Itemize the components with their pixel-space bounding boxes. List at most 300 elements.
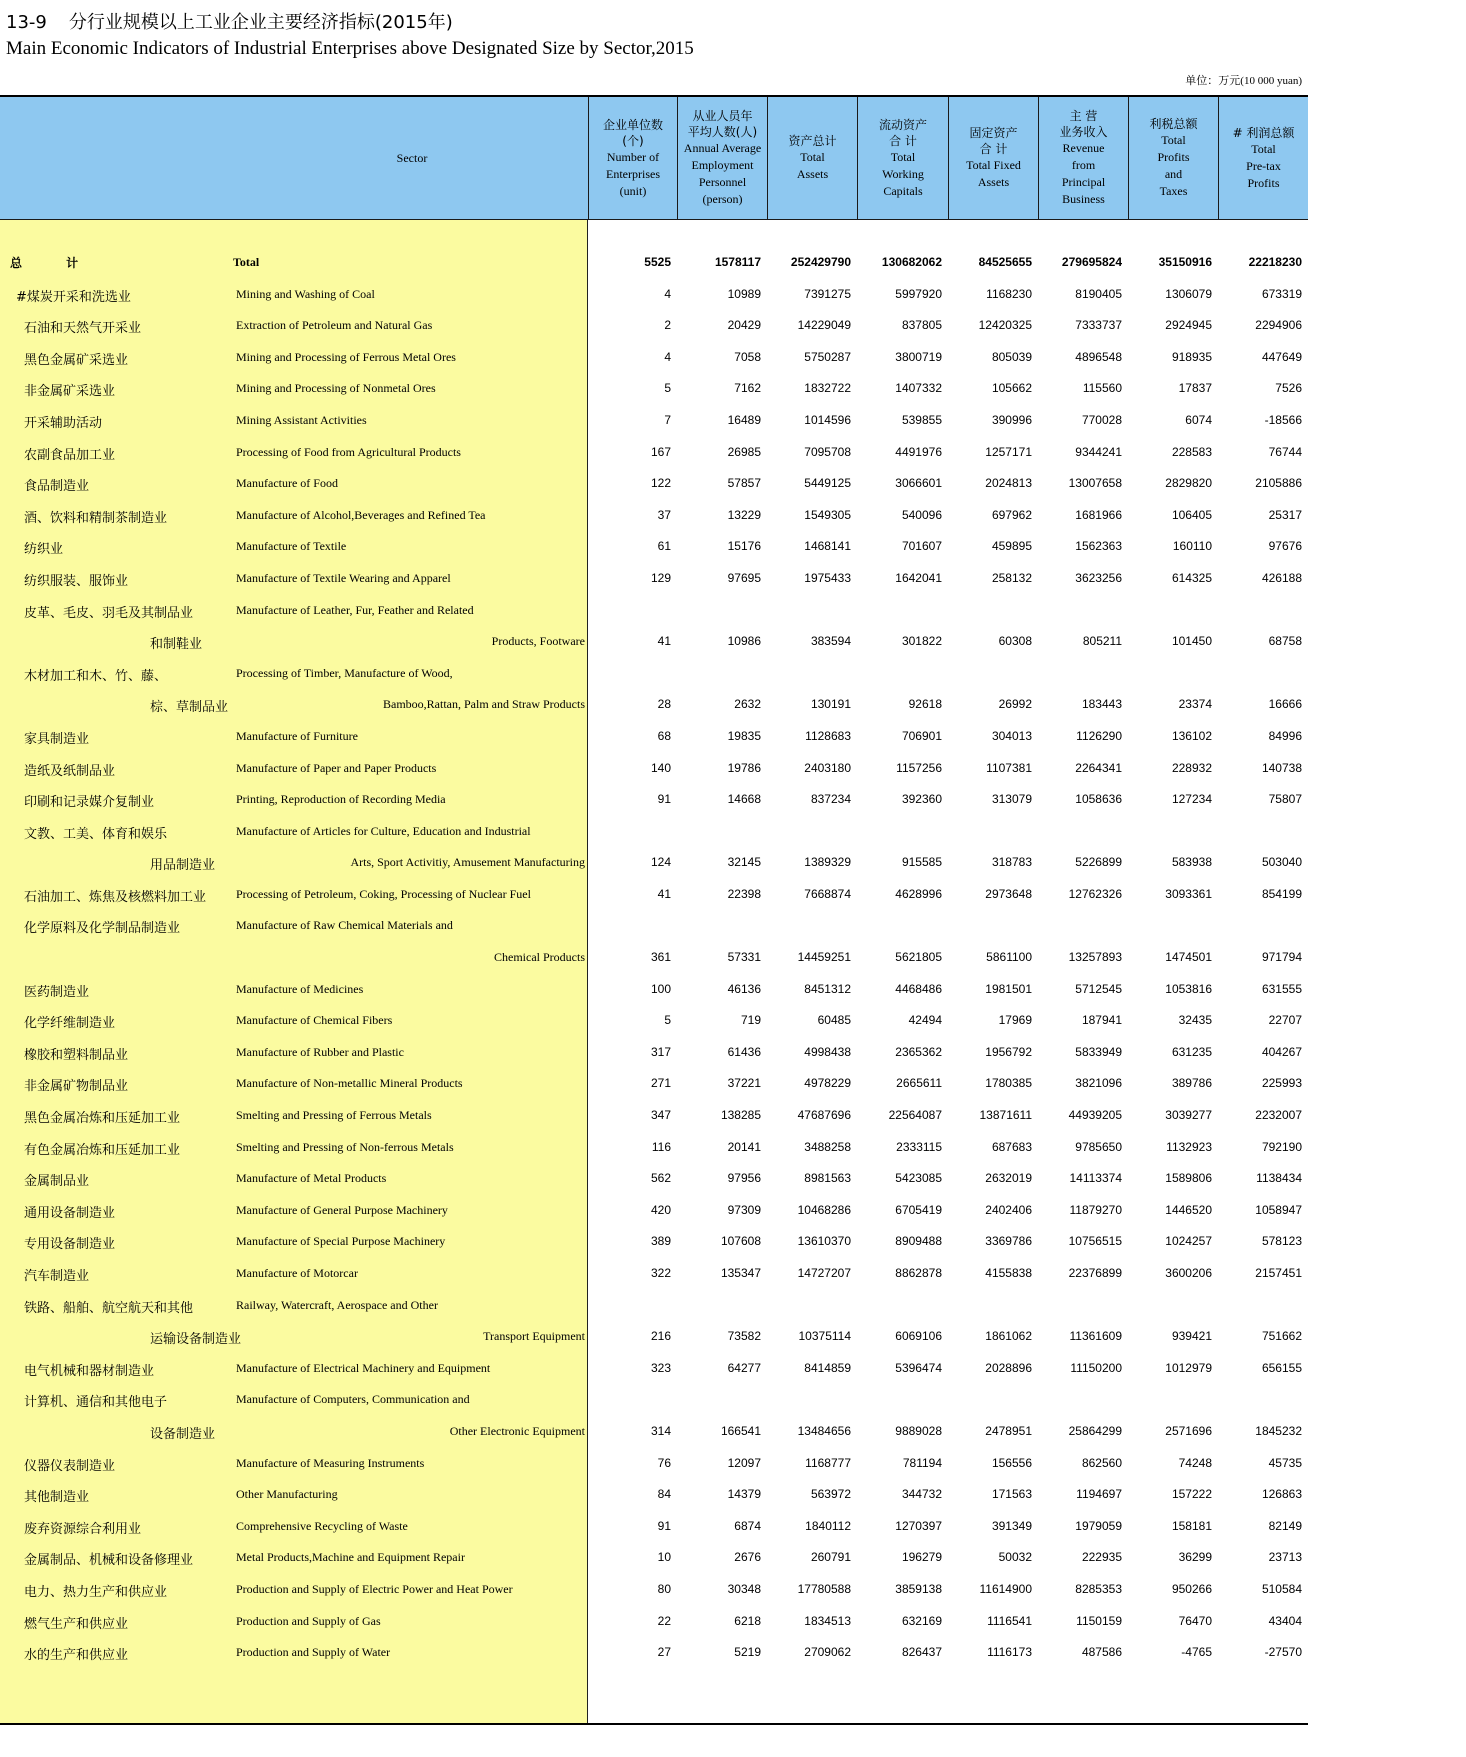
value-col-4: 5396474 — [895, 1360, 942, 1375]
sector-name-en: Other Manufacturing — [236, 1487, 338, 1502]
value-col-2: 7162 — [734, 381, 761, 396]
value-col-8: 23713 — [1268, 1550, 1302, 1565]
value-col-1: 167 — [650, 444, 671, 459]
value-col-4: 301822 — [901, 634, 942, 649]
value-col-2: 15176 — [727, 539, 761, 554]
value-col-1: 389 — [650, 1234, 671, 1249]
value-col-1: 2 — [664, 318, 671, 333]
value-col-6: 1150159 — [1076, 1613, 1122, 1628]
value-col-5: 1861062 — [985, 1329, 1032, 1344]
value-col-5: 1257171 — [985, 444, 1032, 459]
value-col-7: 918935 — [1171, 349, 1212, 364]
total-row — [0, 247, 1308, 279]
value-col-7: 939421 — [1171, 1329, 1212, 1344]
sector-name-en: Chemical Products — [494, 950, 585, 965]
sector-name-en: Manufacture of Chemical Fibers — [236, 1013, 393, 1028]
value-col-2: 26985 — [727, 444, 761, 459]
value-col-7: 127234 — [1171, 792, 1212, 807]
sector-name-cn: 纺织服装、服饰业 — [24, 573, 129, 589]
value-col-8: 2294906 — [1255, 318, 1302, 333]
value-col-6: 4896548 — [1075, 349, 1122, 364]
sector-name-cn: 非金属矿物制品业 — [24, 1079, 129, 1095]
sector-name-cn: 和制鞋业 — [150, 637, 203, 653]
value-col-2: 20429 — [727, 318, 761, 333]
sector-name-cn: 用品制造业 — [150, 858, 216, 874]
value-col-2: 10986 — [727, 634, 761, 649]
value-col-7: 74248 — [1178, 1455, 1212, 1470]
sector-name-en: Production and Supply of Electric Power and Heat Power — [236, 1581, 513, 1596]
sector-name-en: Manufacture of General Purpose Machinery — [236, 1202, 448, 1217]
value-col-5: 5861100 — [986, 950, 1032, 965]
header-col-6 — [1038, 97, 1128, 219]
value-col-4: 2333115 — [896, 1139, 942, 1154]
sector-name-en: Production and Supply of Gas — [236, 1613, 381, 1628]
value-col-6: 13257893 — [1068, 950, 1122, 965]
header-col-7-en: and — [1164, 167, 1183, 181]
value-col-2: 10989 — [727, 286, 761, 301]
value-col-2: 5219 — [734, 1645, 761, 1660]
value-col-7: 160110 — [1172, 539, 1212, 554]
table-row — [0, 816, 1308, 848]
value-col-1: 317 — [650, 1044, 671, 1059]
value-col-3: 383594 — [810, 634, 851, 649]
value-col-5: 2973648 — [985, 886, 1032, 901]
value-col-5: 687683 — [991, 1139, 1032, 1154]
value-col-1: 76 — [657, 1455, 671, 1470]
value-col-1: 41 — [657, 886, 671, 901]
header-col-5-cn: 固定资产 — [969, 126, 1018, 140]
sector-name-cn: 家具制造业 — [24, 731, 90, 747]
value-col-7: 583938 — [1171, 855, 1212, 870]
value-col-5: 84525655 — [978, 255, 1032, 269]
value-col-5: 2632019 — [985, 1171, 1032, 1186]
value-col-8: 25317 — [1268, 507, 1302, 522]
sector-name-cn: 水的生产和供应业 — [24, 1648, 129, 1664]
table-row — [0, 1542, 1308, 1574]
value-col-5: 1956792 — [985, 1044, 1032, 1059]
value-col-4: 3066601 — [895, 476, 942, 491]
value-col-5: 60308 — [998, 634, 1032, 649]
value-col-7: 950266 — [1171, 1581, 1212, 1596]
sector-name-en: Comprehensive Recycling of Waste — [236, 1518, 408, 1533]
value-col-4: 781194 — [902, 1455, 942, 1470]
value-col-1: 322 — [650, 1266, 671, 1280]
value-col-4: 8862878 — [895, 1266, 942, 1280]
sector-name-en: Manufacture of Motorcar — [236, 1266, 358, 1280]
value-col-1: 129 — [650, 570, 671, 585]
header-sector-en: Sector — [396, 150, 428, 165]
value-col-3: 2403180 — [804, 760, 851, 775]
value-col-4: 2665611 — [896, 1076, 942, 1091]
value-col-5: 1780385 — [985, 1076, 1032, 1091]
value-col-4: 196279 — [901, 1550, 942, 1565]
value-col-4: 632169 — [901, 1613, 942, 1628]
value-col-6: 770028 — [1081, 412, 1122, 427]
value-col-3: 2709062 — [804, 1645, 851, 1660]
sector-name-cn: 皮革、毛皮、羽毛及其制品业 — [24, 605, 194, 621]
value-col-1: 91 — [657, 1518, 671, 1533]
sector-name-cn: 通用设备制造业 — [24, 1205, 116, 1221]
value-col-3: 5449125 — [804, 476, 851, 491]
value-col-3: 1014596 — [804, 412, 851, 427]
header-col-2 — [677, 97, 767, 219]
value-col-3: 47687696 — [797, 1108, 851, 1123]
value-col-8: 76744 — [1268, 444, 1302, 459]
value-col-1: 140 — [650, 760, 671, 775]
table-row — [0, 942, 1308, 974]
value-col-4: 3800719 — [895, 349, 942, 364]
sector-name-en: Smelting and Pressing of Non-ferrous Metals — [236, 1139, 454, 1154]
value-col-5: 2478951 — [985, 1423, 1032, 1438]
table-row — [0, 1005, 1308, 1037]
table-number: 13-9 — [6, 12, 47, 33]
value-col-7: 1446520 — [1165, 1202, 1212, 1217]
value-col-7: 3039277 — [1165, 1108, 1212, 1123]
value-col-5: 50032 — [998, 1550, 1032, 1565]
value-col-5: 17969 — [998, 1013, 1032, 1028]
sector-name-en: Manufacture of Metal Products — [236, 1171, 387, 1186]
value-col-4: 5621805 — [895, 950, 942, 965]
header-col-5-en: Assets — [977, 175, 1010, 189]
header-col-1-en: Number of — [606, 149, 660, 164]
value-col-5: 2024813 — [985, 476, 1032, 491]
sector-name-en: Bamboo,Rattan, Palm and Straw Products — [383, 697, 585, 712]
value-col-6: 11361609 — [1069, 1329, 1122, 1344]
value-col-8: 7526 — [1275, 381, 1302, 396]
value-col-4: 5997920 — [895, 286, 942, 301]
header-col-5 — [948, 97, 1038, 219]
value-col-8: 43404 — [1268, 1613, 1302, 1628]
value-col-8: 22707 — [1268, 1013, 1302, 1028]
value-col-7: 3600206 — [1165, 1266, 1212, 1280]
value-col-7: 23374 — [1178, 697, 1212, 712]
header-col-6-en: Business — [1062, 192, 1105, 206]
value-col-8: 16666 — [1268, 697, 1302, 712]
value-col-4: 5423085 — [895, 1171, 942, 1186]
value-col-1: 10 — [657, 1550, 671, 1565]
value-col-8: 140738 — [1261, 760, 1302, 775]
sector-name-en: Manufacture of Textile — [236, 539, 347, 554]
value-col-2: 30348 — [727, 1581, 761, 1596]
value-col-2: 6874 — [734, 1518, 761, 1533]
value-col-1: 80 — [657, 1581, 671, 1596]
value-col-6: 11150200 — [1070, 1360, 1122, 1375]
sector-name-en: Smelting and Pressing of Ferrous Metals — [236, 1108, 432, 1123]
value-col-8: 447649 — [1261, 349, 1302, 364]
value-col-5: 459895 — [991, 539, 1032, 554]
table-row — [0, 563, 1308, 595]
table-row — [0, 658, 1308, 690]
value-col-7: 631235 — [1171, 1044, 1212, 1059]
header-col-6-en: Principal — [1061, 175, 1106, 189]
value-col-2: 138285 — [720, 1108, 761, 1123]
sector-name-en: Manufacture of Articles for Culture, Education and Industrial — [236, 823, 531, 838]
header-col-3-cn: 资产总计 — [788, 134, 837, 148]
value-col-1: 4 — [664, 286, 671, 301]
value-col-6: 8190405 — [1075, 286, 1122, 301]
value-col-8: 97676 — [1268, 539, 1302, 554]
value-col-1: 5 — [664, 381, 671, 396]
value-col-8: 2157451 — [1255, 1266, 1302, 1280]
sector-name-en: Manufacture of Special Purpose Machinery — [236, 1234, 446, 1249]
value-col-8: 45735 — [1268, 1455, 1302, 1470]
value-col-3: 1832722 — [804, 381, 851, 396]
sector-name-en: Processing of Timber, Manufacture of Wood, — [236, 665, 453, 680]
sector-name-cn: 酒、饮料和精制茶制造业 — [24, 510, 168, 526]
table-row — [0, 847, 1308, 879]
value-col-7: 1024257 — [1165, 1234, 1212, 1249]
table-row — [0, 373, 1308, 405]
table-row — [0, 1574, 1308, 1606]
header-col-6-cn: 主 营 — [1069, 109, 1098, 123]
value-col-4: 2365362 — [895, 1044, 942, 1059]
value-col-8: 854199 — [1261, 886, 1302, 901]
value-col-4: 130682062 — [881, 255, 942, 269]
value-col-5: 805039 — [991, 349, 1032, 364]
table-row — [0, 1195, 1308, 1227]
value-col-6: 183443 — [1081, 697, 1122, 712]
sector-name-cn: 石油和天然气开采业 — [24, 321, 142, 337]
table-row — [0, 1132, 1308, 1164]
value-col-6: 44939205 — [1068, 1108, 1122, 1123]
value-col-7: 228932 — [1171, 760, 1212, 775]
value-col-5: 4155838 — [985, 1266, 1032, 1280]
sector-name-en: Metal Products,Machine and Equipment Repair — [236, 1550, 465, 1565]
sector-name-en: Transport Equipment — [483, 1329, 585, 1344]
value-col-8: 1058947 — [1255, 1202, 1302, 1217]
value-col-3: 563972 — [810, 1487, 851, 1502]
sector-name-en: Production and Supply of Water — [236, 1645, 391, 1660]
value-col-7: 106405 — [1171, 507, 1212, 522]
value-col-4: 701607 — [901, 539, 942, 554]
sector-name-cn: 铁路、船舶、航空航天和其他 — [24, 1300, 194, 1316]
table-row — [0, 974, 1308, 1006]
value-col-7: 3093361 — [1165, 886, 1212, 901]
table-row — [0, 1637, 1308, 1669]
value-col-6: 3821096 — [1075, 1076, 1122, 1091]
sector-name-cn: #煤炭开采和洗选业 — [16, 289, 131, 305]
value-col-1: 5 — [664, 1013, 671, 1028]
value-col-5: 11614900 — [979, 1581, 1032, 1596]
value-col-7: 1053816 — [1165, 981, 1212, 996]
value-col-6: 5833949 — [1075, 1044, 1122, 1059]
header-col-3-en: Total — [800, 150, 825, 164]
value-col-8: 510584 — [1261, 1581, 1302, 1596]
value-col-7: 614325 — [1171, 570, 1212, 585]
table-row — [0, 1416, 1308, 1448]
value-col-7: 2829820 — [1165, 476, 1212, 491]
bottom-rule — [0, 1723, 1308, 1725]
value-col-6: 14113374 — [1069, 1171, 1122, 1186]
header-col-2-cn: 平均人数(人) — [687, 125, 758, 139]
value-col-1: 4 — [664, 349, 671, 364]
header-col-2-en: (person) — [702, 192, 743, 206]
value-col-6: 805211 — [1082, 634, 1122, 649]
header-col-4-en: Total — [890, 149, 916, 164]
value-col-8: 225993 — [1261, 1076, 1302, 1091]
sector-name-en: Manufacture of Computers, Communication and — [236, 1392, 470, 1407]
value-col-1: 124 — [650, 855, 671, 870]
header-col-2-en: Annual Average — [683, 141, 762, 155]
value-col-5: 171563 — [991, 1487, 1032, 1502]
header-col-6-en: Revenue — [1062, 141, 1105, 155]
value-col-5: 3369786 — [985, 1234, 1032, 1249]
header-col-1-cn: 企业单位数 — [602, 117, 663, 132]
value-col-4: 6705419 — [895, 1202, 942, 1217]
value-col-6: 5712545 — [1075, 981, 1122, 996]
table-row — [0, 689, 1308, 721]
value-col-2: 97956 — [727, 1171, 761, 1186]
value-col-3: 7668874 — [804, 886, 851, 901]
value-col-5: 12420325 — [978, 318, 1032, 333]
sector-name-cn: 开采辅助活动 — [24, 415, 103, 431]
value-col-7: 76470 — [1178, 1613, 1212, 1628]
value-col-3: 5750287 — [804, 349, 851, 364]
value-col-3: 1549305 — [804, 507, 851, 522]
value-col-7: 158181 — [1171, 1518, 1212, 1533]
value-col-7: 36299 — [1178, 1550, 1212, 1565]
value-col-7: 17837 — [1178, 381, 1212, 396]
value-col-8: 751662 — [1261, 1329, 1302, 1344]
sector-name-en: Manufacture of Raw Chemical Materials and — [236, 918, 453, 933]
sector-name-en: Manufacture of Rubber and Plastic — [236, 1044, 404, 1059]
value-col-2: 107608 — [720, 1234, 761, 1249]
table-row — [0, 1290, 1308, 1322]
header-col-8-en: Total — [1251, 141, 1276, 156]
value-col-2: 46136 — [727, 981, 761, 996]
sector-name-en: Products, Footware — [491, 634, 585, 649]
sector-name-en: Mining and Washing of Coal — [236, 286, 375, 301]
value-col-6: 1681966 — [1075, 507, 1122, 522]
value-col-6: 279695824 — [1061, 255, 1122, 269]
value-col-2: 61436 — [727, 1044, 761, 1059]
value-col-6: 115560 — [1082, 381, 1122, 396]
table-title-cn — [6, 8, 453, 34]
value-col-1: 28 — [657, 697, 671, 712]
sector-name-en: Processing of Petroleum, Coking, Processing of Nuclear Fuel — [236, 886, 531, 901]
value-col-8: 68758 — [1268, 634, 1302, 649]
sector-name-cn: 设备制造业 — [150, 1426, 216, 1442]
value-col-6: 22376899 — [1068, 1266, 1122, 1280]
sector-name-cn: 金属制品业 — [24, 1174, 90, 1190]
value-col-6: 10756515 — [1068, 1234, 1122, 1249]
value-col-1: 27 — [657, 1645, 671, 1660]
value-col-5: 2028896 — [985, 1360, 1032, 1375]
value-col-7: 6074 — [1185, 412, 1212, 427]
value-col-3: 260791 — [810, 1550, 851, 1565]
sector-name-en: Manufacture of Furniture — [236, 728, 358, 743]
value-col-7: 2924945 — [1165, 318, 1212, 333]
table-row — [0, 1448, 1308, 1480]
sector-name-cn: 石油加工、炼焦及核燃料加工业 — [24, 889, 207, 905]
value-col-2: 1578117 — [714, 255, 761, 269]
value-col-6: 13007658 — [1068, 476, 1122, 491]
header-col-4 — [857, 97, 948, 219]
value-col-2: 57331 — [727, 950, 761, 965]
header-col-2-en: Employment — [691, 158, 754, 172]
value-col-1: 61 — [657, 539, 671, 554]
header-col-7-en: Total — [1161, 133, 1186, 147]
header-col-1-en: Enterprises — [606, 166, 660, 181]
value-col-7: 1474501 — [1165, 950, 1212, 965]
value-col-2: 14668 — [727, 792, 761, 807]
header-sector-cn-cell — [0, 97, 236, 219]
value-col-3: 130191 — [810, 697, 851, 712]
value-col-6: 2264341 — [1075, 760, 1122, 775]
value-col-2: 14379 — [727, 1487, 761, 1502]
header-col-1 — [588, 97, 677, 219]
value-col-5: 1981501 — [985, 981, 1032, 996]
value-col-1: 420 — [650, 1202, 671, 1217]
value-col-1: 562 — [650, 1171, 671, 1186]
sector-name-cn: 木材加工和木、竹、藤、 — [24, 668, 168, 684]
header-sector-en-cell — [236, 97, 588, 219]
value-col-3: 8414859 — [804, 1360, 851, 1375]
header-col-7-en: Taxes — [1159, 184, 1188, 198]
value-col-4: 92618 — [908, 697, 942, 712]
sector-name-en: Manufacture of Non-metallic Mineral Products — [236, 1076, 463, 1091]
sector-name-cn: 燃气生产和供应业 — [24, 1616, 129, 1632]
value-col-2: 32145 — [727, 855, 761, 870]
value-col-8: 2232007 — [1255, 1108, 1302, 1123]
header-col-8 — [1218, 97, 1308, 219]
value-col-4: 392360 — [901, 792, 942, 807]
value-col-7: 32435 — [1178, 1013, 1212, 1028]
value-col-2: 135347 — [720, 1266, 761, 1280]
sector-name-cn: 棕、草制品业 — [150, 700, 229, 716]
table-row — [0, 753, 1308, 785]
value-col-2: 12097 — [727, 1455, 761, 1470]
value-col-6: 862560 — [1081, 1455, 1122, 1470]
header-col-8-en: Pre-tax — [1246, 158, 1281, 173]
header-col-2-cn: 从业人员年 — [692, 109, 753, 123]
value-col-6: 1126290 — [1076, 728, 1122, 743]
value-col-4: 4468486 — [895, 981, 942, 996]
value-col-5: 105662 — [991, 381, 1032, 396]
value-col-1: 216 — [650, 1329, 671, 1344]
sector-name-cn: 其他制造业 — [24, 1490, 90, 1506]
table-row — [0, 1321, 1308, 1353]
value-col-3: 14459251 — [797, 950, 851, 965]
value-col-8: 578123 — [1261, 1234, 1302, 1249]
value-col-1: 41 — [657, 634, 671, 649]
value-col-2: 13229 — [727, 507, 761, 522]
value-col-5: 304013 — [991, 728, 1032, 743]
sector-name-cn: 专用设备制造业 — [24, 1237, 116, 1253]
value-col-5: 1116541 — [987, 1613, 1032, 1628]
value-col-3: 7391275 — [804, 286, 851, 301]
value-col-7: 101450 — [1171, 634, 1212, 649]
value-col-7: 2571696 — [1165, 1423, 1212, 1438]
unit-note — [1185, 72, 1302, 88]
value-col-8: -18566 — [1264, 412, 1302, 427]
sector-name-en: Manufacture of Alcohol,Beverages and Refined Tea — [236, 507, 486, 522]
sector-name-en: Manufacture of Paper and Paper Products — [236, 760, 437, 775]
table-row — [0, 405, 1308, 437]
value-col-8: 84996 — [1268, 728, 1302, 743]
value-col-2: 73582 — [727, 1329, 761, 1344]
value-col-7: 1306079 — [1165, 286, 1212, 301]
value-col-1: 84 — [657, 1487, 671, 1502]
value-col-8: 631555 — [1261, 981, 1302, 996]
sector-name-cn: 废弃资源综合利用业 — [24, 1521, 142, 1537]
value-col-7: 157222 — [1171, 1487, 1212, 1502]
value-col-3: 1840112 — [805, 1518, 851, 1533]
value-col-2: 64277 — [727, 1360, 761, 1375]
value-col-6: 1194697 — [1076, 1487, 1122, 1502]
value-col-6: 9785650 — [1075, 1139, 1122, 1154]
value-col-3: 4998438 — [804, 1044, 851, 1059]
